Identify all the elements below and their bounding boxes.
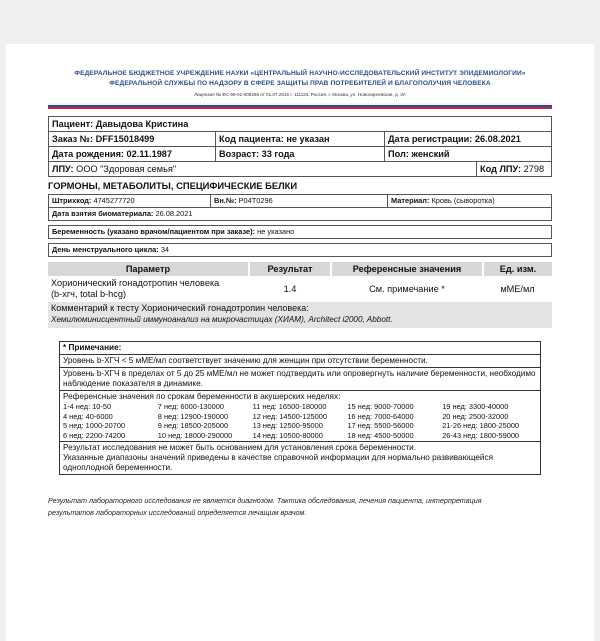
license-info: Лицензия № ФС-99-01-009256 от 01.07.2016 г. 111123, Россия, г. Москва, ул. Новогиреевская, д. 3А (194, 92, 406, 97)
flag-red-stripe (48, 107, 552, 109)
footer-line-1: Результат лабораторного исследования не является диагнозом. Тактика обследования, лечения пациента, интерпретация (48, 496, 482, 505)
pregnancy-row (48, 225, 552, 239)
material-cell (388, 195, 551, 207)
sample-date-row (48, 207, 552, 221)
institution-name-line2: ФЕДЕРАЛЬНОЙ СЛУЖБЫ ПО НАДЗОРУ В СФЕРЕ ЗАЩИТЫ ПРАВ ПОТРЕБИТЕЛЕЙ И БЛАГОПОЛУЧИЯ ЧЕЛОВЕКА (109, 80, 491, 87)
note-line-2: Уровень b-ХГЧ в пределах от 5 до 25 мМЕ/мл не может подтвердить или опровергнуть наличие беременности, необходимо наблюдение показателя в динамике. (60, 368, 540, 391)
internal-number-value: P04T0296 (238, 196, 273, 205)
result-row-hcg (48, 276, 552, 302)
material-value: Кровь (сыворотка) (431, 196, 495, 205)
week-range-item: 12 нед: 14500-125000 (252, 411, 327, 421)
footer-line-2: результатов лабораторных исследований определяется лечащим врачом. (48, 508, 307, 517)
sample-date-label: Дата взятия биоматериала: (52, 209, 154, 218)
week-range-item: 17 нед: 5500-56000 (347, 421, 414, 430)
result-value: 1.4 (283, 283, 297, 294)
week-range-item: 8 нед: 12900-190000 (157, 411, 229, 421)
week-range-item: 19 нед: 3300-40000 (442, 402, 509, 411)
weeks-grid-title: Референсные значения по срокам беременности в акушерских неделях: (63, 392, 341, 401)
patient-name: Пациент: Давыдова Кристина (52, 119, 189, 129)
header-reference: Референсные значения (331, 262, 483, 276)
pregnancy-label: Беременность (указано врачом/пациентом при заказе): (52, 227, 256, 236)
barcode-label: Штрихкод: (52, 196, 92, 205)
sample-date-value: 26.08.2021 (155, 209, 193, 218)
week-range-item: 11 нед: 16500-180000 (252, 402, 327, 411)
sample-date-cell (49, 208, 551, 220)
lpu-cell (49, 162, 477, 176)
lpu-code-cell (477, 162, 551, 176)
test-comment-text: Хемилюминисцентный иммуноанализ на микрочастицах (ХИАМ), Architect i2000, Abbott. (51, 315, 393, 324)
week-range-item: 13 нед: 12500-95000 (252, 421, 323, 430)
cycle-day-cell (49, 244, 551, 256)
weeks-grid (63, 402, 537, 440)
parameter-name-line1: Хорионический гонадотропин человека (51, 278, 220, 288)
note-line-1: Уровень b-ХГЧ < 5 мМЕ/мл соответствует значению для женщин при отсутствии беременности. (60, 355, 540, 368)
russian-flag-stripe (48, 103, 552, 109)
pregnancy-value: не указано (257, 227, 295, 236)
header-result: Результат (249, 262, 331, 276)
week-range-item: 20 нед: 2500-32000 (442, 411, 509, 421)
internal-number-label: Вн.№: (214, 196, 237, 205)
order-row (48, 131, 552, 146)
week-range-item: 7 нед: 6000-130000 (157, 402, 224, 411)
cycle-day-label: День менструального цикла: (52, 245, 159, 254)
patient-age: Возраст: 33 года (216, 147, 385, 161)
institution-header (6, 69, 594, 89)
header-unit: Ед. изм. (483, 262, 552, 276)
patient-sex: Пол: женский (388, 149, 450, 159)
week-range-item: 14 нед: 10500-80000 (252, 430, 323, 440)
week-range-item: 1-4 нед: 10-50 (63, 402, 112, 411)
lpu-value: ООО "Здоровая семья" (76, 164, 177, 174)
week-range-item: 4 нед: 40-6000 (63, 411, 113, 421)
material-label: Материал: (391, 196, 430, 205)
note-line-4: Указанные диапазоны значений приведены в качестве справочной информации для нормально развивающейся одноплодной беременности. (63, 453, 494, 472)
birth-row (48, 146, 552, 161)
test-comment-title: Комментарий к тесту Хорионический гонадотропин человека: (51, 303, 309, 313)
institution-name-line1: ФЕДЕРАЛЬНОЕ БЮДЖЕТНОЕ УЧРЕЖДЕНИЕ НАУКИ «ЦЕНТРАЛЬНЫЙ НАУЧНО-ИССЛЕДОВАТЕЛЬСКИЙ ИНСТИТУТ ЭПИДЕМИОЛОГИИ» (74, 70, 526, 77)
patient-name-row (48, 116, 552, 131)
cycle-day-value: 34 (160, 245, 170, 254)
note-box (59, 341, 541, 475)
lpu-label: ЛПУ: (52, 164, 74, 174)
barcode-value: 4745277720 (93, 196, 135, 205)
note-lines-3-4 (60, 442, 540, 474)
note-weeks-block (60, 391, 540, 442)
header-parameter: Параметр (48, 262, 249, 276)
section-title: ГОРМОНЫ, МЕТАБОЛИТЫ, СПЕЦИФИЧЕСКИЕ БЕЛКИ (48, 180, 298, 191)
test-comment (48, 302, 552, 328)
lpu-code-label: Код ЛПУ: (480, 164, 522, 174)
note-line-3: Результат исследования не может быть основанием для установления срока беременности. (63, 443, 416, 452)
pregnancy-cell (49, 226, 551, 238)
barcode-cell (49, 195, 211, 207)
week-range-item: 18 нед: 4500-50000 (347, 430, 414, 440)
note-title: * Примечание: (60, 342, 540, 355)
results-table (48, 262, 552, 302)
parameter-name (48, 276, 249, 302)
cycle-day-row (48, 243, 552, 257)
sample-row (48, 194, 552, 207)
results-header-row (48, 262, 552, 276)
unit-value: мМЕ/мл (500, 283, 535, 294)
patient-code: Код пациента: не указан (216, 132, 385, 146)
week-range-item: 15 нед: 9000-70000 (347, 402, 414, 411)
week-range-item: 9 нед: 18500-205000 (157, 421, 229, 430)
order-number: Заказ №: DFF15018499 (49, 132, 216, 146)
internal-number-cell (211, 195, 388, 207)
parameter-name-line2: (b-хгч, total b-hcg) (51, 289, 127, 299)
week-range-item: 26-43 нед: 1800-59000 (442, 430, 520, 440)
week-range-item: 6 нед: 2200-74200 (63, 430, 126, 440)
lab-report-page (6, 44, 594, 641)
report-footer (48, 495, 552, 519)
week-range-item: 16 нед: 7000-64000 (347, 411, 414, 421)
week-range-item: 21-26 нед: 1800-25000 (442, 421, 520, 430)
reference-value: См. примечание * (369, 283, 445, 294)
lpu-code-value: 2798 (523, 164, 545, 174)
birth-date: Дата рождения: 02.11.1987 (49, 147, 216, 161)
week-range-item: 5 нед: 1000-20700 (63, 421, 126, 430)
registration-date: Дата регистрации: 26.08.2021 (388, 134, 521, 144)
lpu-row (48, 161, 552, 177)
week-range-item: 10 нед: 18000-290000 (157, 430, 233, 440)
report-content (48, 116, 552, 519)
